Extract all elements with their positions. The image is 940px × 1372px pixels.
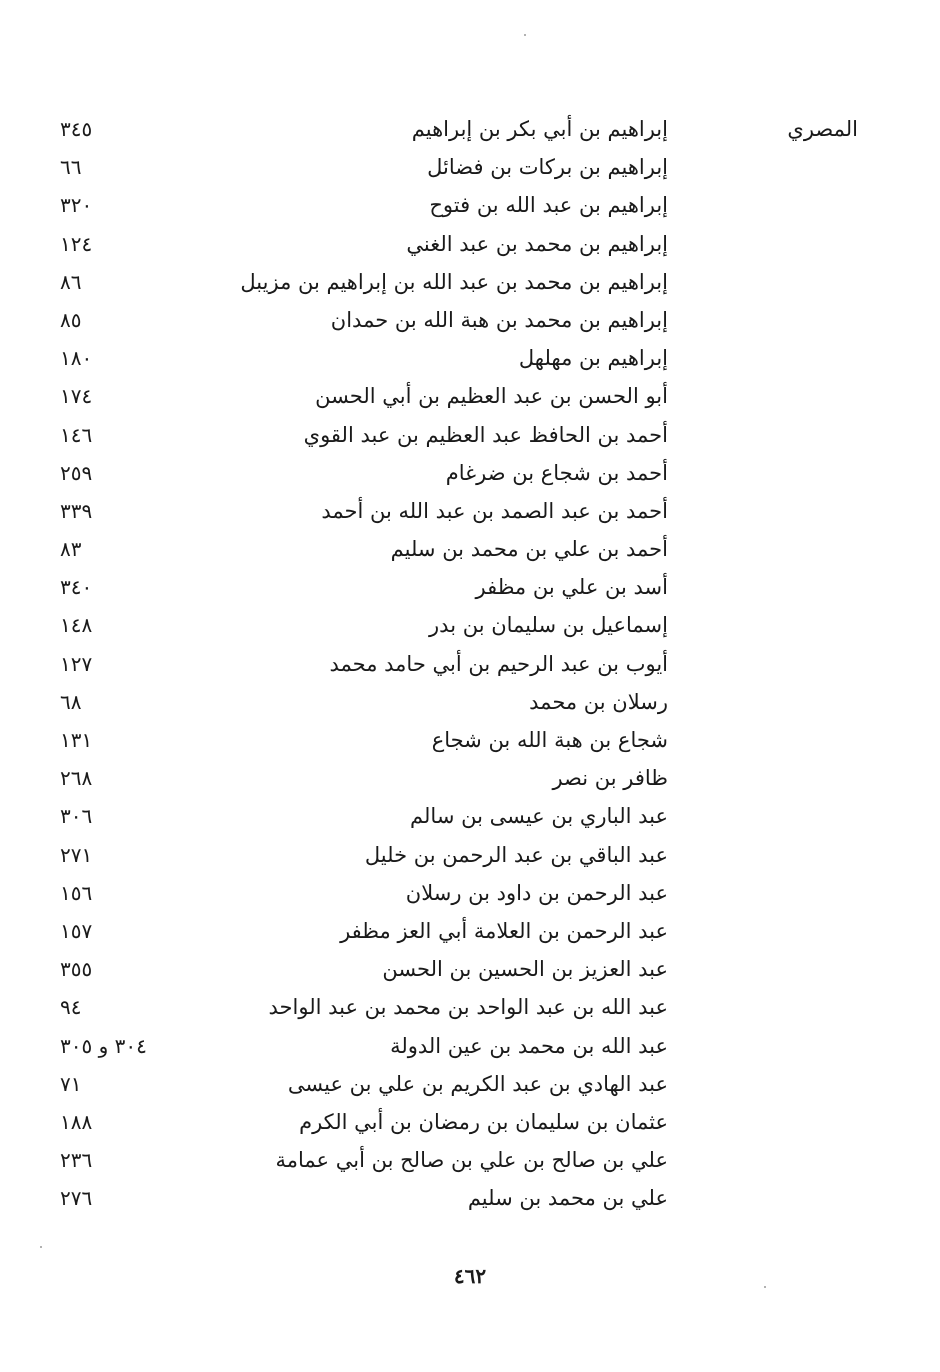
- entry-pages: ٧١: [60, 1071, 82, 1096]
- page-number: ٤٦٢: [453, 1264, 487, 1288]
- entry-name: رسلان بن محمد: [529, 689, 668, 714]
- index-entry: [0, 1145, 940, 1183]
- entry-pages: ٢٣٦: [60, 1148, 93, 1173]
- index-entry: [0, 496, 940, 534]
- entry-pages: ١٨٠: [60, 346, 93, 371]
- entry-pages: ١٢٧: [60, 651, 93, 676]
- entry-name: عبد العزيز بن الحسين بن الحسن: [382, 957, 668, 982]
- entry-name: أبو الحسن بن عبد العظيم بن أبي الحسن: [315, 384, 668, 409]
- entry-name: أحمد بن عبد الصمد بن عبد الله بن أحمد: [321, 498, 668, 523]
- entry-pages: ٨٥: [60, 307, 82, 332]
- entry-name: إسماعيل بن سليمان بن بدر: [429, 613, 668, 638]
- entry-name: إبراهيم بن محمد بن عبد الغني: [406, 231, 668, 256]
- entry-pages: ٢٧٦: [60, 1186, 93, 1211]
- index-entry: [0, 916, 940, 954]
- entry-pages: ١٥٦: [60, 880, 93, 905]
- index-entry: [0, 992, 940, 1030]
- entry-name: علي بن صالح بن علي بن صالح بن أبي عمامة: [275, 1148, 668, 1173]
- entry-pages: ٦٨: [60, 689, 82, 714]
- index-entry: [0, 267, 940, 305]
- entry-pages: ١٢٤: [60, 231, 93, 256]
- entry-pages: ١٥٧: [60, 918, 93, 943]
- entry-name: أحمد بن علي بن محمد بن سليم: [390, 537, 668, 562]
- entry-name: عبد الباقي بن عبد الرحمن بن خليل: [364, 842, 668, 867]
- index-entry: [0, 420, 940, 458]
- index-entry: [0, 114, 940, 152]
- entry-name: عثمان بن سليمان بن رمضان بن أبي الكرم: [299, 1109, 668, 1134]
- index-entry: [0, 305, 940, 343]
- entry-pages: ١٣١: [60, 728, 93, 752]
- index-entry: [0, 572, 940, 610]
- entry-name: أحمد بن شجاع بن ضرغام: [445, 460, 668, 485]
- index-entry: [0, 878, 940, 916]
- index-entry: [0, 152, 940, 190]
- section-heading: المصري: [787, 117, 858, 141]
- entry-pages: ٣٠٤ و ٣٠٥: [60, 1033, 147, 1058]
- index-entry: [0, 649, 940, 687]
- entry-name: إبراهيم بن بركات بن فضائل: [427, 155, 668, 180]
- scan-speck: [40, 1246, 42, 1248]
- entry-pages: ٢٧١: [60, 842, 93, 867]
- index-entry: [0, 381, 940, 419]
- entry-name: عبد الرحمن بن داود بن رسلان: [405, 880, 668, 905]
- scan-speck: [764, 1286, 766, 1288]
- entry-pages: ٢٦٨: [60, 766, 93, 791]
- index-list: [0, 114, 940, 1221]
- entry-pages: ٨٣: [60, 537, 82, 562]
- entry-pages: ٢٥٩: [60, 460, 93, 485]
- entry-pages: ٣٤٥: [60, 117, 93, 141]
- entry-pages: ٨٦: [60, 269, 82, 294]
- entry-name: إبراهيم بن محمد بن عبد الله بن إبراهيم بن مزيبل: [240, 269, 668, 294]
- entry-name: عبد الهادي بن عبد الكريم بن علي بن عيسى: [287, 1071, 668, 1096]
- entry-pages: ٣٥٥: [60, 957, 93, 982]
- entry-name: إبراهيم بن محمد بن هبة الله بن حمدان: [330, 307, 668, 332]
- index-entry: [0, 343, 940, 381]
- entry-pages: ١٧٤: [60, 384, 93, 409]
- entry-pages: ٦٦: [60, 155, 82, 180]
- index-entry: [0, 840, 940, 878]
- entry-pages: ١٤٨: [60, 613, 93, 638]
- entry-pages: ١٨٨: [60, 1109, 93, 1134]
- index-entry: [0, 1031, 940, 1069]
- index-entry: [0, 763, 940, 801]
- entry-pages: ٣٢٠: [60, 193, 93, 218]
- entry-name: شجاع بن هبة الله بن شجاع: [431, 728, 668, 752]
- index-entry: [0, 534, 940, 572]
- entry-name: أحمد بن الحافظ عبد العظيم بن عبد القوي: [303, 422, 668, 447]
- entry-pages: ١٤٦: [60, 422, 93, 447]
- index-entry: [0, 687, 940, 725]
- index-entry: [0, 610, 940, 648]
- scan-speck: [524, 34, 526, 36]
- index-entry: [0, 1107, 940, 1145]
- index-entry: [0, 229, 940, 267]
- entry-name: عبد الله بن محمد بن عين الدولة: [390, 1033, 668, 1058]
- entry-name: ظافر بن نصر: [552, 766, 668, 791]
- entry-name: عبد الله بن عبد الواحد بن محمد بن عبد الواحد: [268, 995, 668, 1020]
- index-entry: [0, 801, 940, 839]
- index-entry: [0, 725, 940, 763]
- entry-name: عبد الباري بن عيسى بن سالم: [410, 804, 668, 829]
- entry-pages: ٩٤: [60, 995, 82, 1020]
- index-entry: [0, 190, 940, 228]
- index-entry: [0, 954, 940, 992]
- entry-name: علي بن محمد بن سليم: [467, 1186, 668, 1211]
- entry-pages: ٣٤٠: [60, 575, 93, 600]
- entry-name: إبراهيم بن عبد الله بن فتوح: [429, 193, 668, 218]
- entry-name: عبد الرحمن بن العلامة أبي العز مظفر: [340, 918, 668, 943]
- entry-pages: ٣٠٦: [60, 804, 93, 829]
- index-entry: [0, 1069, 940, 1107]
- index-entry: [0, 1183, 940, 1221]
- index-entry: [0, 458, 940, 496]
- entry-pages: ٣٣٩: [60, 498, 93, 523]
- entry-name: أسد بن علي بن مظفر: [475, 575, 668, 600]
- entry-name: إبراهيم بن مهلهل: [518, 346, 668, 371]
- entry-name: إبراهيم بن أبي بكر بن إبراهيم: [411, 117, 668, 141]
- entry-name: أيوب بن عبد الرحيم بن أبي حامد محمد: [329, 651, 668, 676]
